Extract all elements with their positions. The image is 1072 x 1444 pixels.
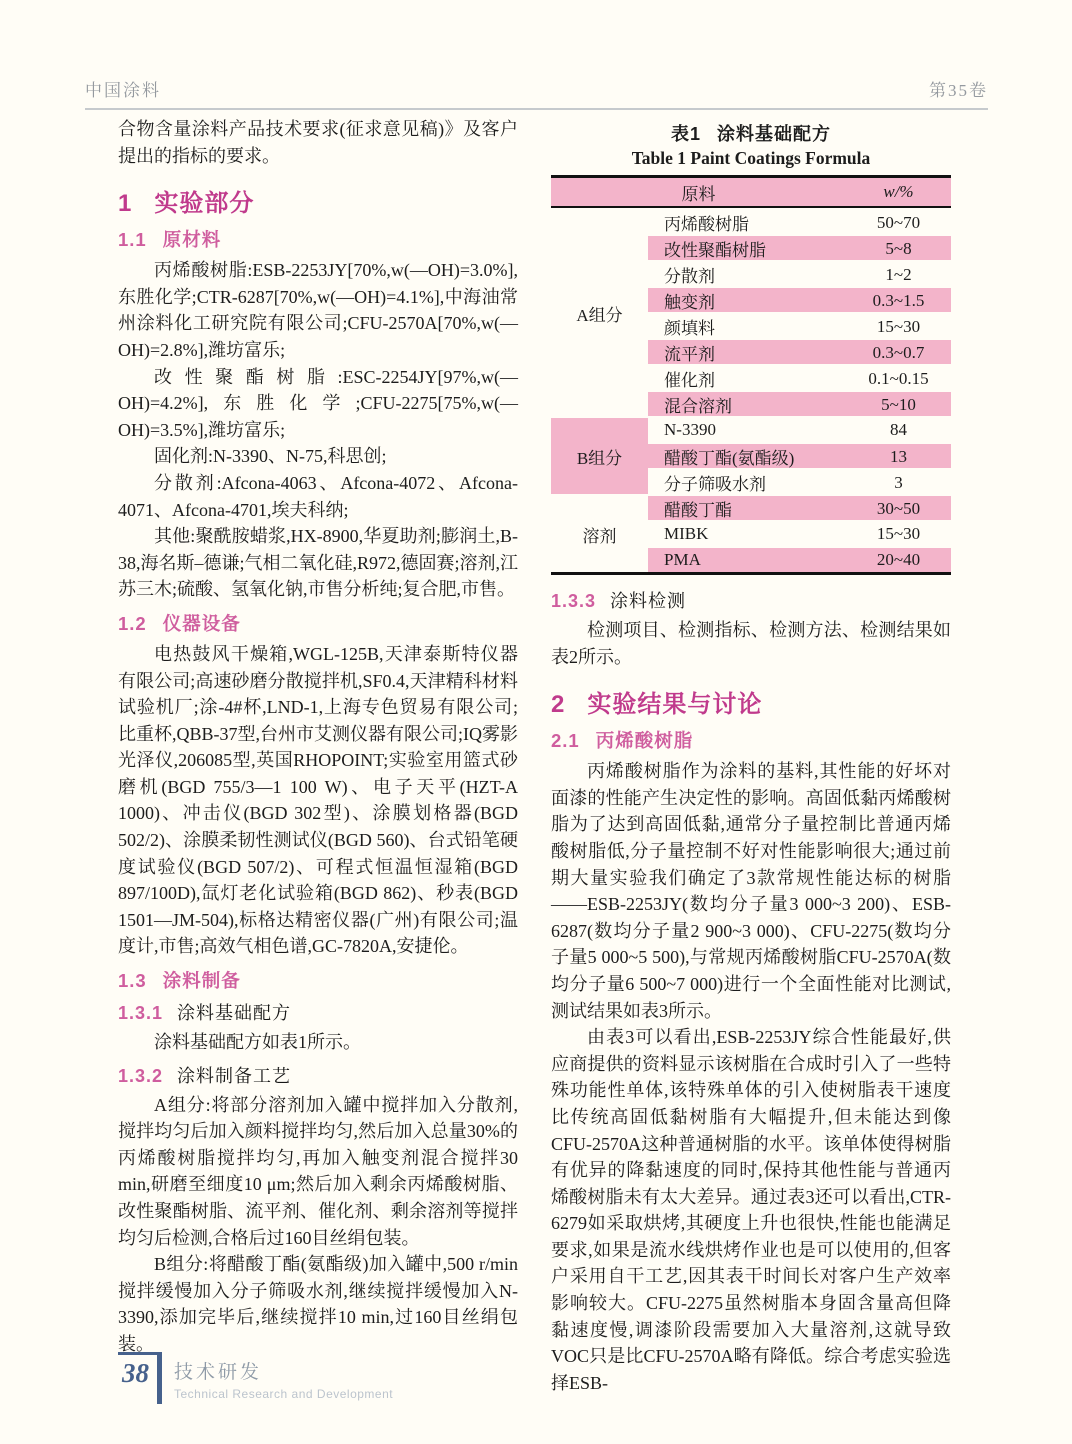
table-row xyxy=(648,468,951,494)
material-cell: N-3390 xyxy=(664,420,716,439)
material-cell: 混合溶剂 xyxy=(664,397,732,416)
table1-head xyxy=(551,178,951,208)
material-cell: 触变剂 xyxy=(664,293,715,312)
value-cell: 0.3~1.5 xyxy=(872,290,925,310)
section-heading-2 xyxy=(551,684,951,719)
right-column xyxy=(551,116,951,1396)
value-cell: 13 xyxy=(890,446,907,466)
value-cell: 15~30 xyxy=(876,524,921,543)
table-row xyxy=(648,390,951,416)
paragraph-equipment: 电热鼓风干燥箱,WGL-125B,天津泰斯特仪器有限公司;高速砂磨分散搅拌机,SF0.4,天津精科材料试验机厂;涂-4#杯,LND-1,上海专色贸易有限公司;比重杯,QBB-37型,台州市艾测仪器有限公司;IQ雾影光泽仪,206085型,英国RHOPOINT;实验室用篮式砂磨机(BGD 755/3—1 100 W)、电子天平(HZT-A 1000)、冲击仪(BGD 302型)、涂膜划格器(BGD 502/2)、涂膜柔韧性测试仪(BGD 560)、台式铅笔硬度试验仪(BGD 507/2)、可程式恒温恒湿箱(BGD 897/100D),氙灯老化试验箱(BGD 862)、秒表(BGD 1501—JM-504),标格达精密仪器(广州)有限公司;温度计,市售;高效气相色谱,GC-7820A,安捷伦。 xyxy=(118,643,518,957)
running-head xyxy=(85,76,988,110)
footer-section-en: Technical Research and Development xyxy=(174,1387,394,1401)
material-cell: 流平剂 xyxy=(664,345,715,364)
subsection-heading-1-3-2 xyxy=(118,1062,518,1088)
table-group xyxy=(551,208,951,416)
paragraph-component-a: A组分:将部分溶剂加入罐中搅拌加入分散剂,搅拌均匀后加入颜料搅拌均匀,然后加入总量30%的丙烯酸树脂搅拌均匀,再加入触变剂混合搅拌30 min,研磨至细度10 μm;然后加入剩余丙烯酸树脂、改性聚酯树脂、流平剂、催化剂、剩余溶剂等搅拌均匀后检测,合格后过160目丝绢包装。 xyxy=(118,1094,518,1248)
material-cell: 丙烯酸树脂 xyxy=(664,215,749,234)
column-header-material: 原料 xyxy=(681,184,716,204)
value-cell: 0.3~0.7 xyxy=(872,342,925,362)
footer-section xyxy=(174,1352,393,1401)
table1-caption-zh xyxy=(551,120,951,146)
paragraph-component-b: B组分:将醋酸丁酯(氨酯级)加入罐中,500 r/min搅拌缓慢加入分子筛吸水剂,继续搅拌缓慢加入N-3390,添加完毕后,继续搅拌10 min,过160目丝绢包装。 xyxy=(118,1254,518,1354)
value-cell: 5~8 xyxy=(885,238,912,258)
table-title: 涂料基础配方 xyxy=(717,124,831,144)
table-row xyxy=(648,364,951,390)
paragraph-curing-agent: 固化剂:N-3390、N-75,科思创; xyxy=(154,446,387,467)
section-number: 1 xyxy=(118,190,133,218)
group-rows xyxy=(648,416,951,494)
value-cell: 1~2 xyxy=(885,264,912,284)
table-group xyxy=(551,416,951,494)
table-row xyxy=(648,208,951,234)
footer-section-zh: 技术研发 xyxy=(174,1362,263,1383)
table1-body xyxy=(551,208,951,572)
paragraph-resin-comparison: 丙烯酸树脂作为涂料的基料,其性能的好坏对面漆的性能产生决定性的影响。高固低黏丙烯酸树脂为了达到高固低黏,通常分子量控制比普通丙烯酸树脂低,分子量控制不好对性能影响很大;通过前期大量实验我们确定了3款常规性能达标的树脂——ESB-2253JY(数均分子量3 000~3 200)、ESB-6287(数均分子量2 900~3 000)、CFU-2275(数均分子量5 000~5 500),与常规丙烯酸树脂CFU-2570A(数均分子量6 500~7 000)进行一个全面性能对比测试,测试结果如表3所示。 xyxy=(551,761,951,1021)
subsection-heading-1-2 xyxy=(118,610,518,636)
value-cell: 20~40 xyxy=(876,550,921,569)
material-cell: 醋酸丁酯 xyxy=(664,501,732,520)
table-label: 表1 xyxy=(670,124,701,144)
subsection-heading-2-1 xyxy=(551,727,951,753)
material-cell: 改性聚酯树脂 xyxy=(664,241,766,260)
section-title: 涂料基础配方 xyxy=(177,1003,292,1024)
table-row xyxy=(648,234,951,260)
value-cell: 30~50 xyxy=(876,498,921,518)
group-cell: 溶剂 xyxy=(551,494,648,572)
table-row xyxy=(648,286,951,312)
table-row xyxy=(648,494,951,520)
subsection-heading-1-3 xyxy=(118,967,518,993)
page-footer xyxy=(118,1352,393,1404)
group-rows xyxy=(648,494,951,572)
group-cell: A组分 xyxy=(551,208,648,416)
value-cell: 50~70 xyxy=(876,212,921,232)
paragraph-polyester-resin: 改性聚酯树脂:ESC-2254JY[97%,w(—OH)=4.2%],东胜化学;CFU-2275[75%,w(—OH)=3.5%],潍坊富乐; xyxy=(118,366,518,440)
section-number: 1.3.3 xyxy=(551,591,597,611)
section-number: 1.3 xyxy=(118,970,147,992)
value-cell: 5~10 xyxy=(881,394,916,414)
page-number: 38 xyxy=(118,1352,157,1389)
paragraph-acrylic-resin: 丙烯酸树脂:ESB-2253JY[70%,w(—OH)=3.0%],东胜化学;CTR-6287[70%,w(—OH)=4.1%],中海油常州涂料化工研究院有限公司;CFU-2570A[70%,w(—OH)=2.8%],潍坊富乐; xyxy=(118,260,518,360)
section-title: 涂料检测 xyxy=(610,591,687,611)
paragraph-resin-discussion: 由表3可以看出,ESB-2253JY综合性能最好,供应商提供的资料显示该树脂在合成时引入了一些特殊功能性单体,该特殊单体的引入使树脂表干速度比传统高固低黏树脂有大幅提升,但未能达到像CFU-2570A这种普通树脂的水平。该单体使得树脂有优异的降黏速度的同时,保持其他性能与普通丙烯酸树脂未有太大差异。通过表3还可以看出,CTR-6279如采取烘烤,其硬度上升也很快,性能也能满足要求,如果是流水线烘烤作业也是可以使用的,但客户采用自干工艺,因其表干时间长对客户生产效率影响较大。CFU-2275虽然树脂本身固含量高但降黏速度慢,调漆阶段需要加入大量溶剂,这就导致VOC只是比CFU-2570A略有降低。综合考虑实验选择ESB- xyxy=(551,1027,951,1393)
table-row xyxy=(648,312,951,338)
two-column-body xyxy=(118,116,951,1396)
table-row xyxy=(648,338,951,364)
section-title: 实验部分 xyxy=(154,190,255,218)
material-cell: 分子筛吸水剂 xyxy=(664,475,766,494)
subsection-heading-1-1 xyxy=(118,226,518,252)
footer-divider xyxy=(157,1352,162,1404)
section-title: 实验结果与讨论 xyxy=(587,691,763,719)
material-cell: MIBK xyxy=(664,524,709,543)
paragraph-dispersant: 分散剂:Afcona-4063、Afcona-4072、Afcona-4071、Afcona-4701,埃夫科纳; xyxy=(118,472,518,520)
journal-name: 中国涂料 xyxy=(85,81,161,100)
material-cell: 分散剂 xyxy=(664,267,715,286)
section-number: 1.3.1 xyxy=(118,1003,164,1024)
volume-label: 第35卷 xyxy=(929,81,988,100)
table-row xyxy=(648,416,951,442)
value-cell: 3 xyxy=(894,472,903,492)
section-title: 仪器设备 xyxy=(162,612,241,634)
table-row xyxy=(648,520,951,546)
section-number: 2 xyxy=(551,691,566,719)
table-group xyxy=(551,494,951,572)
table-row xyxy=(648,546,951,572)
paragraph-inspection: 检测项目、检测指标、检测方法、检测结果如表2所示。 xyxy=(551,620,951,667)
table1-caption-en: Table 1 Paint Coatings Formula xyxy=(631,148,871,168)
table-row xyxy=(648,260,951,286)
section-title: 涂料制备 xyxy=(162,970,241,992)
material-cell: 催化剂 xyxy=(664,371,715,390)
group-rows xyxy=(648,208,951,416)
value-cell: 84 xyxy=(890,420,907,439)
material-cell: PMA xyxy=(664,550,701,569)
paragraph-other-materials: 其他:聚酰胺蜡浆,HX-8900,华夏助剂;膨润土,B-38,海名斯–德谦;气相二氧化硅,R972,德固赛;溶剂,江苏三木;硫酸、氢氧化钠,市售分析纯;复合肥,市售。 xyxy=(118,526,519,600)
paragraph-intro: 合物含量涂料产品技术要求(征求意见稿)》及客户提出的指标的要求。 xyxy=(118,119,518,166)
material-cell: 醋酸丁酯(氨酯级) xyxy=(664,449,795,468)
section-title: 丙烯酸树脂 xyxy=(595,730,694,752)
value-cell: 15~30 xyxy=(876,316,921,336)
section-number: 1.1 xyxy=(118,229,147,251)
section-heading-1 xyxy=(118,183,518,218)
subsection-heading-1-3-1 xyxy=(118,999,518,1025)
material-cell: 颜填料 xyxy=(664,319,715,338)
table-row xyxy=(648,442,951,468)
section-number: 2.1 xyxy=(551,730,580,752)
column-header-weight-percent: w/% xyxy=(883,182,914,201)
value-cell: 0.1~0.15 xyxy=(868,368,929,388)
table1 xyxy=(551,175,951,575)
left-column xyxy=(118,116,518,1396)
section-title: 涂料制备工艺 xyxy=(177,1065,292,1086)
section-number: 1.2 xyxy=(118,612,147,634)
paragraph-base-formula: 涂料基础配方如表1所示。 xyxy=(154,1032,361,1053)
group-cell: B组分 xyxy=(551,416,648,494)
section-title: 原材料 xyxy=(162,229,222,251)
section-number: 1.3.2 xyxy=(118,1065,164,1086)
subsection-heading-1-3-3 xyxy=(551,587,951,613)
